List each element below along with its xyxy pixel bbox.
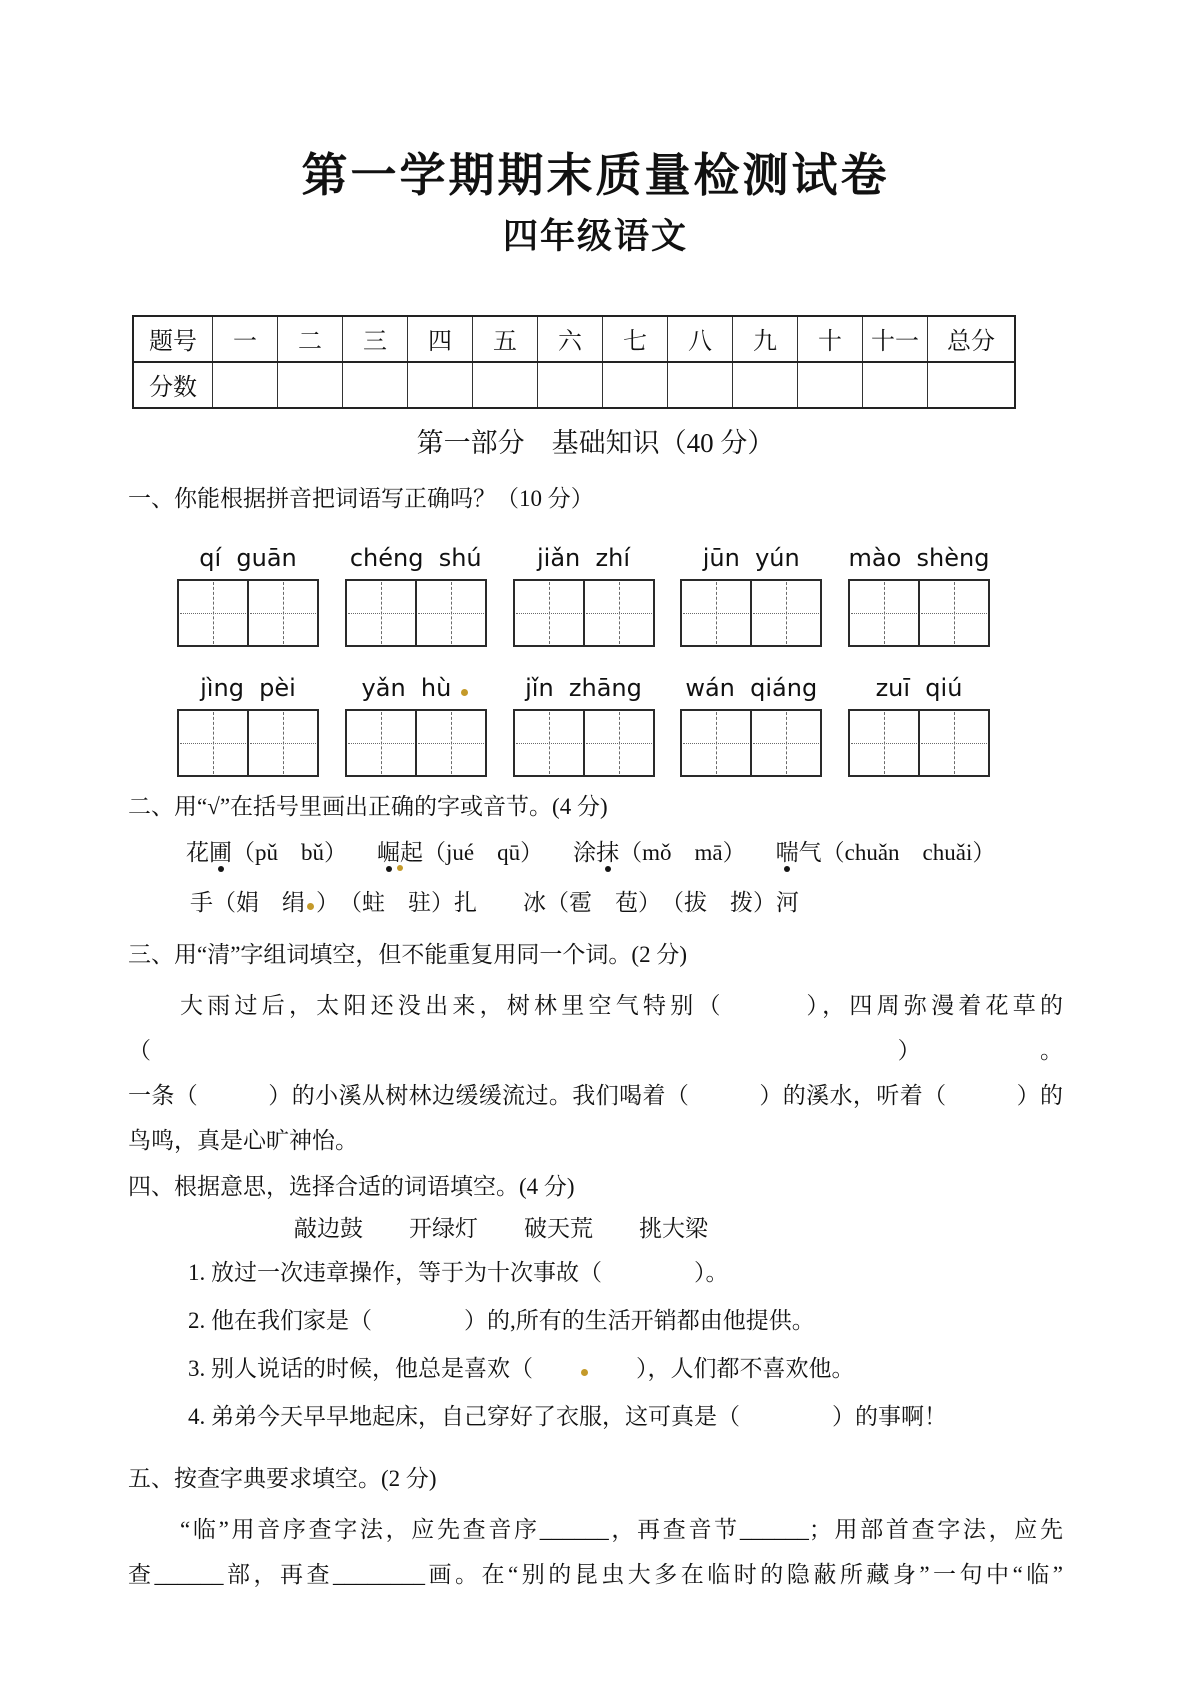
pinyin-label <box>362 673 470 703</box>
q2-word-choice <box>377 837 543 869</box>
text-segment: 花 <box>186 839 209 865</box>
question-number-cell: 总分 <box>928 316 1016 362</box>
writing-grid-cell <box>750 581 820 645</box>
question-1-heading: 一、你能根据拼音把词语写正确吗？（10 分） <box>128 485 594 511</box>
text-segment: yǎn hù <box>361 673 459 702</box>
pinyin-word-group <box>345 673 487 777</box>
score-cell <box>863 362 928 408</box>
text-segment: wán qiáng <box>685 673 818 702</box>
text-segment: 起（jué qū） <box>400 839 544 865</box>
q5-paragraph <box>128 1507 1063 1597</box>
writing-grid-cell <box>583 581 653 645</box>
q4-item <box>188 1345 1063 1393</box>
page-title: 第一学期期末质量检测试卷 <box>301 150 890 201</box>
q3-text-line: 大雨过后，太阳还没出来，树林里空气特别（ ），四周弥漫着花草的（ ）。 <box>128 992 1063 1063</box>
writing-grid-cell <box>918 711 988 775</box>
text-segment: 2. 他在我们家是（ ）的,所有的生活开销都由他提供。 <box>188 1307 815 1333</box>
question-number-cell: 八 <box>668 316 733 362</box>
score-cell <box>798 362 863 408</box>
q4-items <box>128 1249 1063 1441</box>
pinyin-word-group <box>513 543 655 647</box>
stray-mark <box>581 1369 588 1376</box>
writing-grid <box>680 709 822 777</box>
question-3-heading: 三、用“清”字组词填空，但不能重复用同一个词。(2 分) <box>128 941 687 967</box>
writing-grid-cell <box>515 711 583 775</box>
writing-grid-cell <box>179 581 247 645</box>
q5-text-line: “临”用音序查字法，应先查音序______，再查音节______；用部首查字法，应先 <box>180 1516 1063 1542</box>
writing-grid <box>680 579 822 647</box>
writing-grid-cell <box>850 711 918 775</box>
pinyin-grid-row <box>177 543 990 647</box>
text-segment: 气（chuǎn chuǎi） <box>798 839 996 865</box>
text-segment: 4. 弟弟今天早早地起床，自己穿好了衣服，这可真是（ ）的事啊！ <box>188 1403 947 1429</box>
pinyin-grid-rows <box>128 543 1063 777</box>
score-table <box>132 315 1016 409</box>
text-segment: 涂 <box>573 839 597 865</box>
pinyin-label <box>525 673 642 703</box>
text-segment: zuī qiú <box>875 673 963 702</box>
question-number-cell: 四 <box>408 316 473 362</box>
q4-item <box>188 1297 1063 1345</box>
stray-mark <box>461 689 468 696</box>
emphasis-char: 崛 <box>377 839 400 865</box>
text-segment: 3. 别人说话的时候，他总是喜欢（ <box>188 1355 579 1381</box>
writing-grid-cell <box>247 581 317 645</box>
score-cell <box>603 362 668 408</box>
pinyin-word-group <box>848 673 990 777</box>
score-cell <box>538 362 603 408</box>
text-segment: mào shèng <box>848 543 990 572</box>
text-segment: jiǎn zhí <box>537 543 630 572</box>
stray-mark <box>307 903 314 910</box>
question-number-cell: 三 <box>343 316 408 362</box>
q4-word-bank: 敲边鼓 开绿灯 破天荒 挑大梁 <box>294 1215 708 1241</box>
score-cell <box>213 362 278 408</box>
writing-grid-cell <box>415 581 485 645</box>
question-1 <box>128 483 1063 777</box>
q2-option-line-2 <box>190 887 1063 919</box>
text-segment: （mǒ mā） <box>619 839 746 865</box>
pinyin-label <box>199 543 297 573</box>
question-4 <box>128 1171 1063 1441</box>
question-4-heading: 四、根据意思，选择合适的词语填空。(4 分) <box>128 1173 575 1199</box>
q2-word-choice <box>776 837 996 869</box>
page-subtitle: 四年级语文 <box>502 217 688 257</box>
question-number-cell: 五 <box>473 316 538 362</box>
text-segment: ），人们都不喜欢他。 <box>590 1355 855 1381</box>
writing-grid <box>848 579 990 647</box>
pinyin-word-group <box>513 673 655 777</box>
text-segment: 1. 放过一次违章操作，等于为十次事故（ ）。 <box>188 1259 729 1285</box>
q4-item <box>188 1249 1063 1297</box>
text-segment: jǐn zhāng <box>525 673 642 702</box>
question-number-cell: 十一 <box>863 316 928 362</box>
writing-grid-cell <box>179 711 247 775</box>
question-2-heading: 二、用“√”在括号里画出正确的字或音节。(4 分) <box>128 793 608 819</box>
writing-grid-cell <box>347 581 415 645</box>
q3-text-line: 一条（ ）的小溪从树林边缓缓流过。我们喝着（ ）的溪水，听着（ ）的 <box>128 1082 1063 1108</box>
pinyin-word-group <box>177 673 319 777</box>
question-5-heading: 五、按查字典要求填空。(2 分) <box>128 1465 437 1491</box>
question-2 <box>128 791 1063 919</box>
pinyin-grid-row <box>177 673 990 777</box>
text-segment: 手（娟 绢 <box>190 889 305 915</box>
text-segment: jūn yún <box>702 543 800 572</box>
question-number-cell: 七 <box>603 316 668 362</box>
page-content <box>0 148 1191 1597</box>
row-label-score: 分数 <box>133 362 213 408</box>
writing-grid-cell <box>247 711 317 775</box>
writing-grid <box>177 579 319 647</box>
question-number-cell: 十 <box>798 316 863 362</box>
text-segment: chéng shú <box>349 543 482 572</box>
pinyin-label <box>685 673 817 703</box>
score-cell <box>733 362 798 408</box>
writing-grid-cell <box>583 711 653 775</box>
score-cell <box>668 362 733 408</box>
q5-text-line: 查______部，再查________画。在“别的昆虫大多在临时的隐蔽所藏身”一句中“临” <box>128 1561 1063 1587</box>
pinyin-word-group <box>177 543 319 647</box>
score-cell <box>928 362 1016 408</box>
question-5 <box>128 1463 1063 1597</box>
pinyin-label <box>703 543 800 573</box>
question-number-cell: 九 <box>733 316 798 362</box>
writing-grid-cell <box>918 581 988 645</box>
row-label-question-number: 题号 <box>133 316 213 362</box>
question-3 <box>128 939 1063 1163</box>
emphasis-char: 圃 <box>209 839 232 865</box>
writing-grid <box>513 579 655 647</box>
text-segment: jìng pèi <box>200 673 296 702</box>
pinyin-word-group <box>848 543 990 647</box>
writing-grid <box>345 709 487 777</box>
emphasis-char: 喘 <box>775 839 799 865</box>
score-row <box>133 362 1015 408</box>
score-cell <box>473 362 538 408</box>
q2-word-choice <box>573 837 746 869</box>
writing-grid-cell <box>682 711 750 775</box>
writing-grid-cell <box>347 711 415 775</box>
score-cell <box>408 362 473 408</box>
score-cell <box>343 362 408 408</box>
question-number-cell: 一 <box>213 316 278 362</box>
question-number-cell: 六 <box>538 316 603 362</box>
text-segment: ） （蛀 驻）扎 冰（雹 苞） （拔 拨）河 <box>316 889 799 915</box>
pinyin-word-group <box>680 673 822 777</box>
question-number-row <box>133 316 1015 362</box>
q2-option-line-1 <box>186 837 1063 869</box>
pinyin-label <box>876 673 963 703</box>
pinyin-word-group <box>345 543 487 647</box>
pinyin-label <box>849 543 990 573</box>
q4-item <box>188 1393 1063 1441</box>
writing-grid <box>513 709 655 777</box>
text-segment: （pǔ bǔ） <box>232 839 347 865</box>
pinyin-label <box>200 673 296 703</box>
writing-grid-cell <box>850 581 918 645</box>
writing-grid-cell <box>515 581 583 645</box>
writing-grid <box>345 579 487 647</box>
q2-word-choice <box>186 837 347 869</box>
pinyin-word-group <box>680 543 822 647</box>
q3-paragraph <box>128 983 1063 1163</box>
writing-grid-cell <box>750 711 820 775</box>
writing-grid <box>848 709 990 777</box>
writing-grid <box>177 709 319 777</box>
q3-text-line: 鸟鸣，真是心旷神怡。 <box>128 1127 358 1153</box>
pinyin-label <box>537 543 630 573</box>
section-heading: 第一部分 基础知识（40 分） <box>416 427 775 458</box>
emphasis-char: 抹 <box>596 839 620 865</box>
score-cell <box>278 362 343 408</box>
writing-grid-cell <box>415 711 485 775</box>
text-segment: qí guān <box>199 543 297 572</box>
pinyin-label <box>350 543 482 573</box>
writing-grid-cell <box>682 581 750 645</box>
question-number-cell: 二 <box>278 316 343 362</box>
